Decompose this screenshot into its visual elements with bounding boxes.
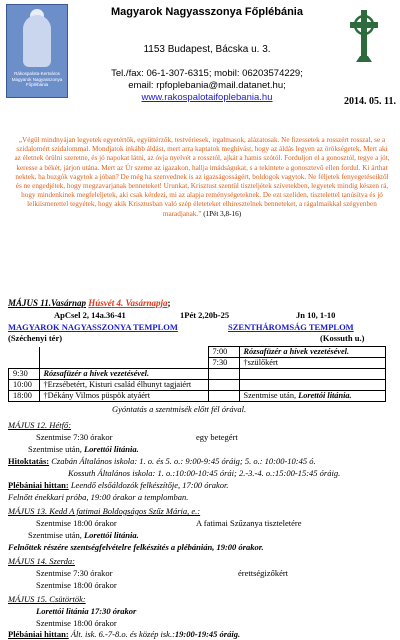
table-cell: 9:30 (9, 369, 40, 380)
gospel-reading: Jn 10, 1-10 (296, 310, 336, 320)
website-link[interactable]: www.rakospalotaifoplebania.hu (141, 92, 273, 103)
may13-after (28, 530, 139, 540)
reading-2: 1Pét 2,20b-25 (180, 310, 230, 320)
may14-title: MÁJUS 14. Szerda: (8, 556, 75, 566)
sunday-suffix: ; (167, 298, 171, 308)
table-cell (39, 347, 208, 358)
plebania-line (8, 480, 229, 490)
table-cell (239, 391, 386, 402)
may12-title: MÁJUS 12. Hétfő: (8, 420, 72, 430)
may12-mass: Szentmise 7:30 órakor (36, 432, 113, 442)
madonna-figure (23, 15, 51, 67)
table-row (9, 380, 386, 391)
table-cell: Rózsafüzér a hívek vezetésével. (239, 347, 386, 358)
table-cell: †szülőkért (239, 358, 386, 369)
may12-intention: egy betegért (196, 432, 238, 442)
plebania-label: Plébániai hittan: (8, 480, 69, 490)
email-line: email: rpfoplebania@mail.datanet.hu; (128, 80, 286, 91)
table-cell (239, 369, 386, 380)
plebania-line-2 (8, 629, 240, 639)
table-cell: †Dékány Vilmos püspök atyáért (39, 391, 208, 402)
table-cell (9, 358, 40, 369)
may13-note: Felnőttek részére szentségfelvételre felkészítés a plébánián, 19:00 órakor. (8, 542, 264, 552)
scripture-quote (14, 136, 390, 219)
table-cell: 18:00 (9, 391, 40, 402)
may12-after-text: Szentmise után, (28, 444, 84, 454)
church-1-name: MAGYAROK NAGYASSZONYA TEMPLOM (8, 322, 178, 332)
header (0, 0, 400, 128)
phone-line: Tel./fax: 06-1-307-6315; mobil: 06203574229; (111, 68, 303, 79)
may13-litany: Lorettói litánia. (83, 530, 139, 540)
celtic-cross-icon (346, 8, 382, 64)
litany-label: Lorettói litánia. (298, 391, 352, 401)
table-row (9, 391, 386, 402)
table-cell (9, 347, 40, 358)
quote-text: „Végül mindnyájan legyetek egyetértők, együttérzők, testvériesek, irgalmasok, alázatosak. Ne fizessetek a rosszért rosszal, se a szidalomért szidalommal. Mondjatok inkább áldást, mert arra kaptatok meghívást, hogy az áldás legyen az örökségetek. Mert aki az életnek örülni szeretne, és jó napokat látni, az óvja nyelvét a rossztól, ajkát a hamis szótól. Forduljon el a gonosztól, tegye a jót, keresse a békét, járjon utána. Mert az Úr szeme az igazakon, hallja imádságukat, s a tekintete a gonosztevő ellen fordul. Ki árthat nektek, ha buzgók vagytok a jóban? De még ha szenvednek is az igazságosságért, boldogok vagytok. Ne féljetek fenyegetéseiktől és ne engedjétek, hogy megzavarjanak benneteket! Urunkat, Krisztust szentül tiszteljétek szívetekben, legyetek mindig készen rá, hogy mindenkinek megfeleljetek, aki csak kérdezi, mi az alapja reménységeteknek. De ezt szelíden, tisztelettel tanúsítva és jó lelkiismerettel tegyétek, hogy akik Krisztusban való szép életeteket elhiresztelnek benneteket, a rágalmaikkal szégyenben maradjanak.” (14, 136, 390, 218)
sunday-weekday: Vasárnap (51, 298, 87, 308)
may14-intention: érettségizőkért (238, 568, 289, 578)
plebania2-time: 19:00-19:45 óráig. (174, 629, 241, 639)
may15-title: MÁJUS 15. Csütörtök: (8, 594, 86, 604)
church-2-name: SZENTHÁROMSÁG TEMPLOM (228, 322, 354, 332)
may12-litany: Lorettói litánia. (83, 444, 139, 454)
plebania2-label: Plébániai hittan: (8, 629, 69, 639)
table-row (9, 347, 386, 358)
reading-1: ApCsel 2, 14a.36-41 (54, 310, 126, 320)
sunday-schedule-table (8, 346, 386, 402)
quote-reference: (1Pét 3,8-16) (203, 209, 242, 218)
table-cell (39, 358, 208, 369)
may13-intention: A fatimai Szűzanya tiszteletére (196, 518, 302, 528)
bulletin-date: 2014. 05. 11. (344, 96, 396, 107)
may15-litany: Lorettói litánia 17:30 órakor (36, 606, 137, 616)
table-cell: 10:00 (9, 380, 40, 391)
table-row (9, 369, 386, 380)
table-cell (208, 369, 239, 380)
choir-rehearsal: Felnőtt énekkari próba, 19:00 órakor a templomban. (8, 492, 189, 502)
table-cell-text: Szentmise után, (243, 391, 299, 401)
may13-mass: Szentmise 18:00 órakor (36, 518, 117, 528)
confession-note: Gyóntatás a szentmisék előtt fél órával. (112, 404, 247, 414)
hittan-line-2: Kossuth Általános iskola: 1. o.:10:00-10:45 órái; 2.-3.-4. o.:15:00-15:45 óráig. (68, 468, 341, 478)
table-cell (208, 380, 239, 391)
table-cell: †Erzsébetért, Kisturi család élhunyt tagjaiért (39, 380, 208, 391)
parish-logo-image (6, 4, 68, 98)
hittan-label: Hitoktatás: (8, 456, 50, 466)
table-row (9, 358, 386, 369)
church-1-location: (Széchenyi tér) (8, 333, 63, 343)
logo-text: Rákospalota-Kertváros Magyarok Nagyasszonya Főplébánia (11, 71, 63, 87)
table-cell: 7:00 (208, 347, 239, 358)
hittan-line-1 (8, 456, 316, 466)
table-cell: Rózsafüzér a hívek vezetésével. (39, 369, 208, 380)
hittan-text-1: Czabán Általános iskola: 1. o. és 5. o.: 9:00-9:45 óráig; 5. o.: 10:00-10:45 ó. (49, 456, 316, 466)
table-cell: 7:30 (208, 358, 239, 369)
sunday-feast: Húsvét 4. Vasárnapja (88, 298, 168, 308)
table-cell (239, 380, 386, 391)
may14-mass: Szentmise 7:30 órakor (36, 568, 113, 578)
parish-name: Magyarok Nagyasszonya Főplébánia (111, 6, 303, 18)
may13-after-text: Szentmise után, (28, 530, 84, 540)
address: 1153 Budapest, Bácska u. 3. (143, 44, 271, 55)
may14-mass-2: Szentmise 18:00 órakor (36, 580, 117, 590)
church-2-location: (Kossuth u.) (320, 333, 365, 343)
may13-title: MÁJUS 13. Kedd A fatimai Boldogságos Szűz Mária, e.: (8, 506, 201, 516)
sunday-day: MÁJUS 11. (8, 298, 52, 308)
table-cell (208, 391, 239, 402)
sunday-heading (8, 298, 171, 308)
may15-mass: Szentmise 18:00 órakor (36, 618, 117, 628)
plebania2-text: Ált. isk. 6.-7-8.o. és közép isk.: (68, 629, 175, 639)
may12-after (28, 444, 139, 454)
plebania-text: Leendő elsőáldozók felkészítője, 17:00 órakor. (68, 480, 229, 490)
